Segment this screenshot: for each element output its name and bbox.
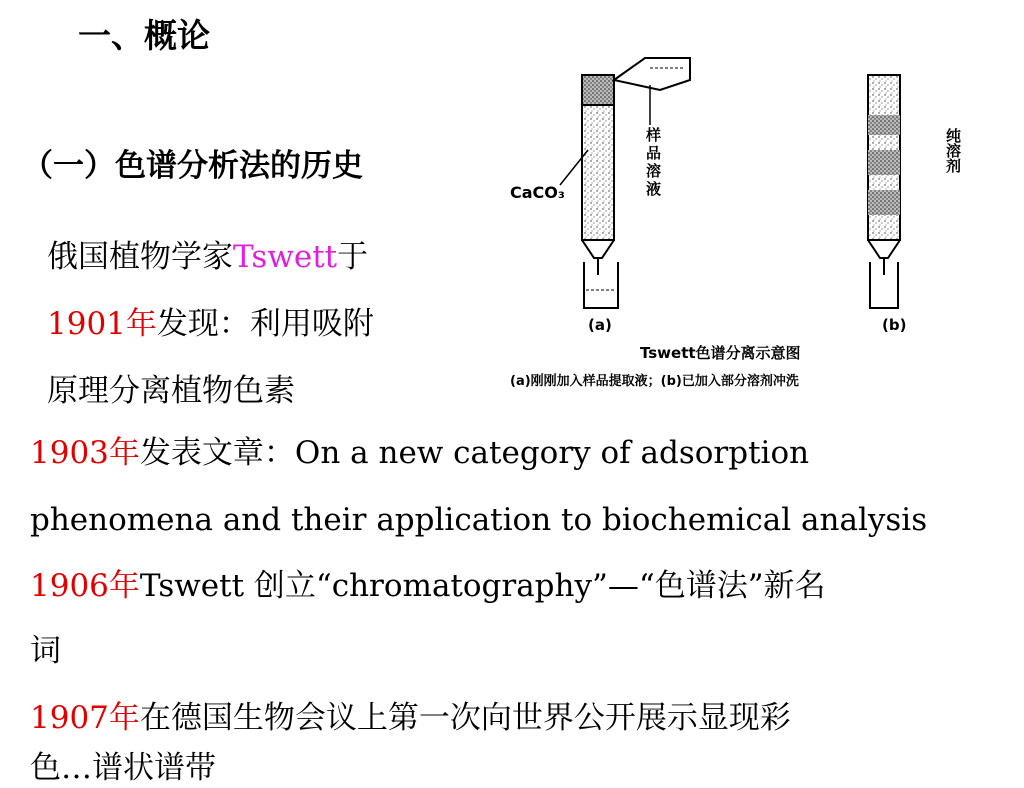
intro-text: 于 [337,239,369,275]
event-1907-line-1 [30,698,791,738]
solvent-label: 纯溶剂 [944,128,962,173]
event-1903-line-1 [30,433,809,473]
year-label: 1901年 [47,306,157,342]
intro-line-2 [47,304,374,344]
sample-label-4: 液 [646,180,662,198]
intro-text: 发现：利用吸附 [156,306,374,342]
caco3-label: CaCO₃ [510,183,565,202]
label-a: (a) [588,316,612,334]
tswett-figure [500,40,907,395]
column-b [868,75,900,308]
event-text: 在德国生物会议上第一次向世界公开展示显现彩 [139,700,791,736]
event-1907-line-2: 色…谱状谱带 [30,750,216,786]
subsection-heading: （一）色谱分析法的历史 [22,148,363,184]
event-text: 发表文章：On a new category of adsorption [139,435,810,471]
figure-title: Tswett色谱分离示意图 [640,344,801,362]
event-1906-line-2: 词 [30,633,61,669]
year-label: 1903年 [30,435,140,471]
figure-caption: (a)刚刚加入样品提取液；(b)已加入部分溶剂冲洗 [510,374,799,389]
year-label: 1907年 [30,700,140,736]
column-a [560,58,690,308]
event-1903-line-2: phenomena and their application to biochemical analysis [30,502,928,538]
intro-line-3: 原理分离植物色素 [47,373,295,409]
sample-label-2: 品 [646,144,662,162]
sample-label-1: 样 [646,126,662,144]
sample-label-3: 溶 [646,162,662,180]
section-heading: 一、概论 [78,16,210,55]
intro-line-1 [47,237,368,277]
event-1906-line-1 [30,566,826,606]
year-label: 1906年 [30,568,140,604]
event-text: Tswett 创立“chromatography”—“色谱法”新名 [139,568,826,604]
label-b: (b) [882,316,907,334]
scientist-name: Tswett [233,239,338,275]
intro-text: 俄国植物学家 [47,239,233,275]
